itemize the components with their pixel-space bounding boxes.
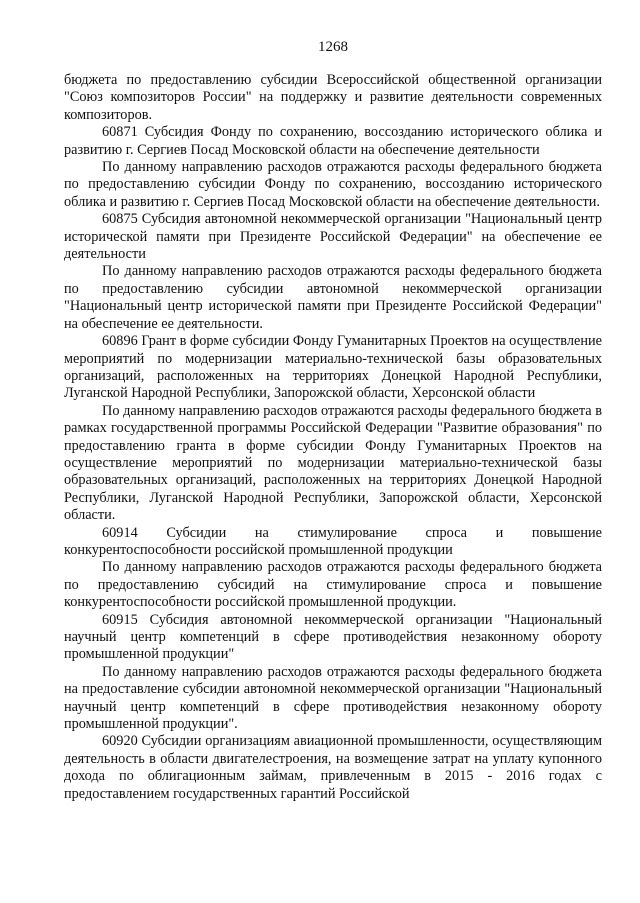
paragraph-heading-60914: 60914 Субсидии на стимулирование спроса и повышение конкурентоспособности российской промышленной продукции	[64, 524, 602, 558]
paragraph-heading-60871: 60871 Субсидия Фонду по сохранению, воссозданию исторического облика и развитию г. Сергиев Посад Московской области на обеспечение деятельности	[64, 124, 602, 158]
paragraph-description-60915: По данному направлению расходов отражаются расходы федерального бюджета на предоставление субсидии автономной некоммерческой организации "Национальный научный центр компетенций в сфере противодействия незаконному обороту промышленной продукции".	[64, 663, 602, 733]
paragraph-description-60871: По данному направлению расходов отражаются расходы федерального бюджета по предоставлению субсидии Фонду по сохранению, воссозданию исторического облика и развитию г. Сергиев Посад Московской области на обеспечение деятельности.	[64, 159, 602, 210]
page-number: 1268	[318, 39, 348, 55]
document-page	[64, 38, 602, 803]
paragraph-description-60875: По данному направлению расходов отражаются расходы федерального бюджета по предоставлению субсидии автономной некоммерческой организации "Национальный центр исторической памяти при Президенте Российской Федерации" на обеспечение ее деятельности.	[64, 263, 602, 332]
paragraph-heading-60920: 60920 Субсидии организациям авиационной промышленности, осуществляющим деятельность в области двигателестроения, на возмещение затрат на уплату купонного дохода по облигационным займам, привлеченным в 2015 - 2016 годах с предоставлением государственных гарантий Российской	[64, 733, 602, 802]
paragraph-heading-60875: 60875 Субсидия автономной некоммерческой организации "Национальный центр исторической памяти при Президенте Российской Федерации" на обеспечение ее деятельности	[64, 211, 602, 263]
paragraph-description-60896: По данному направлению расходов отражаются расходы федерального бюджета в рамках государственной программы Российской Федерации "Развитие образования" по предоставлению гранта в форме субсидии Фонду Гуманитарных Проектов на осуществление мероприятий по модернизации материально-технической базы образовательных организаций, расположенных на территориях Донецкой Народной Республики, Луганской Народной Республики, Запорожской области, Херсонской области.	[64, 402, 602, 524]
paragraph-heading-60896: 60896 Грант в форме субсидии Фонду Гуманитарных Проектов на осуществление мероприятий по модернизации материально-технической базы образовательных организаций, расположенных на территориях Донецкой Народной Республики, Луганской Народной Республики, Запорожской области, Херсонской области	[64, 333, 602, 402]
paragraph-description-60914: По данному направлению расходов отражаются расходы федерального бюджета по предоставлению субсидий на стимулирование спроса и повышение конкурентоспособности российской промышленной продукции.	[64, 559, 602, 611]
paragraph-heading-60915: 60915 Субсидия автономной некоммерческой организации "Национальный научный центр компетенций в сфере противодействия незаконному обороту промышленной продукции"	[64, 611, 602, 663]
paragraph-continuation: бюджета по предоставлению субсидии Всероссийской общественной организации "Союз композиторов России" на поддержку и развитие деятельности современных композиторов.	[64, 72, 602, 123]
